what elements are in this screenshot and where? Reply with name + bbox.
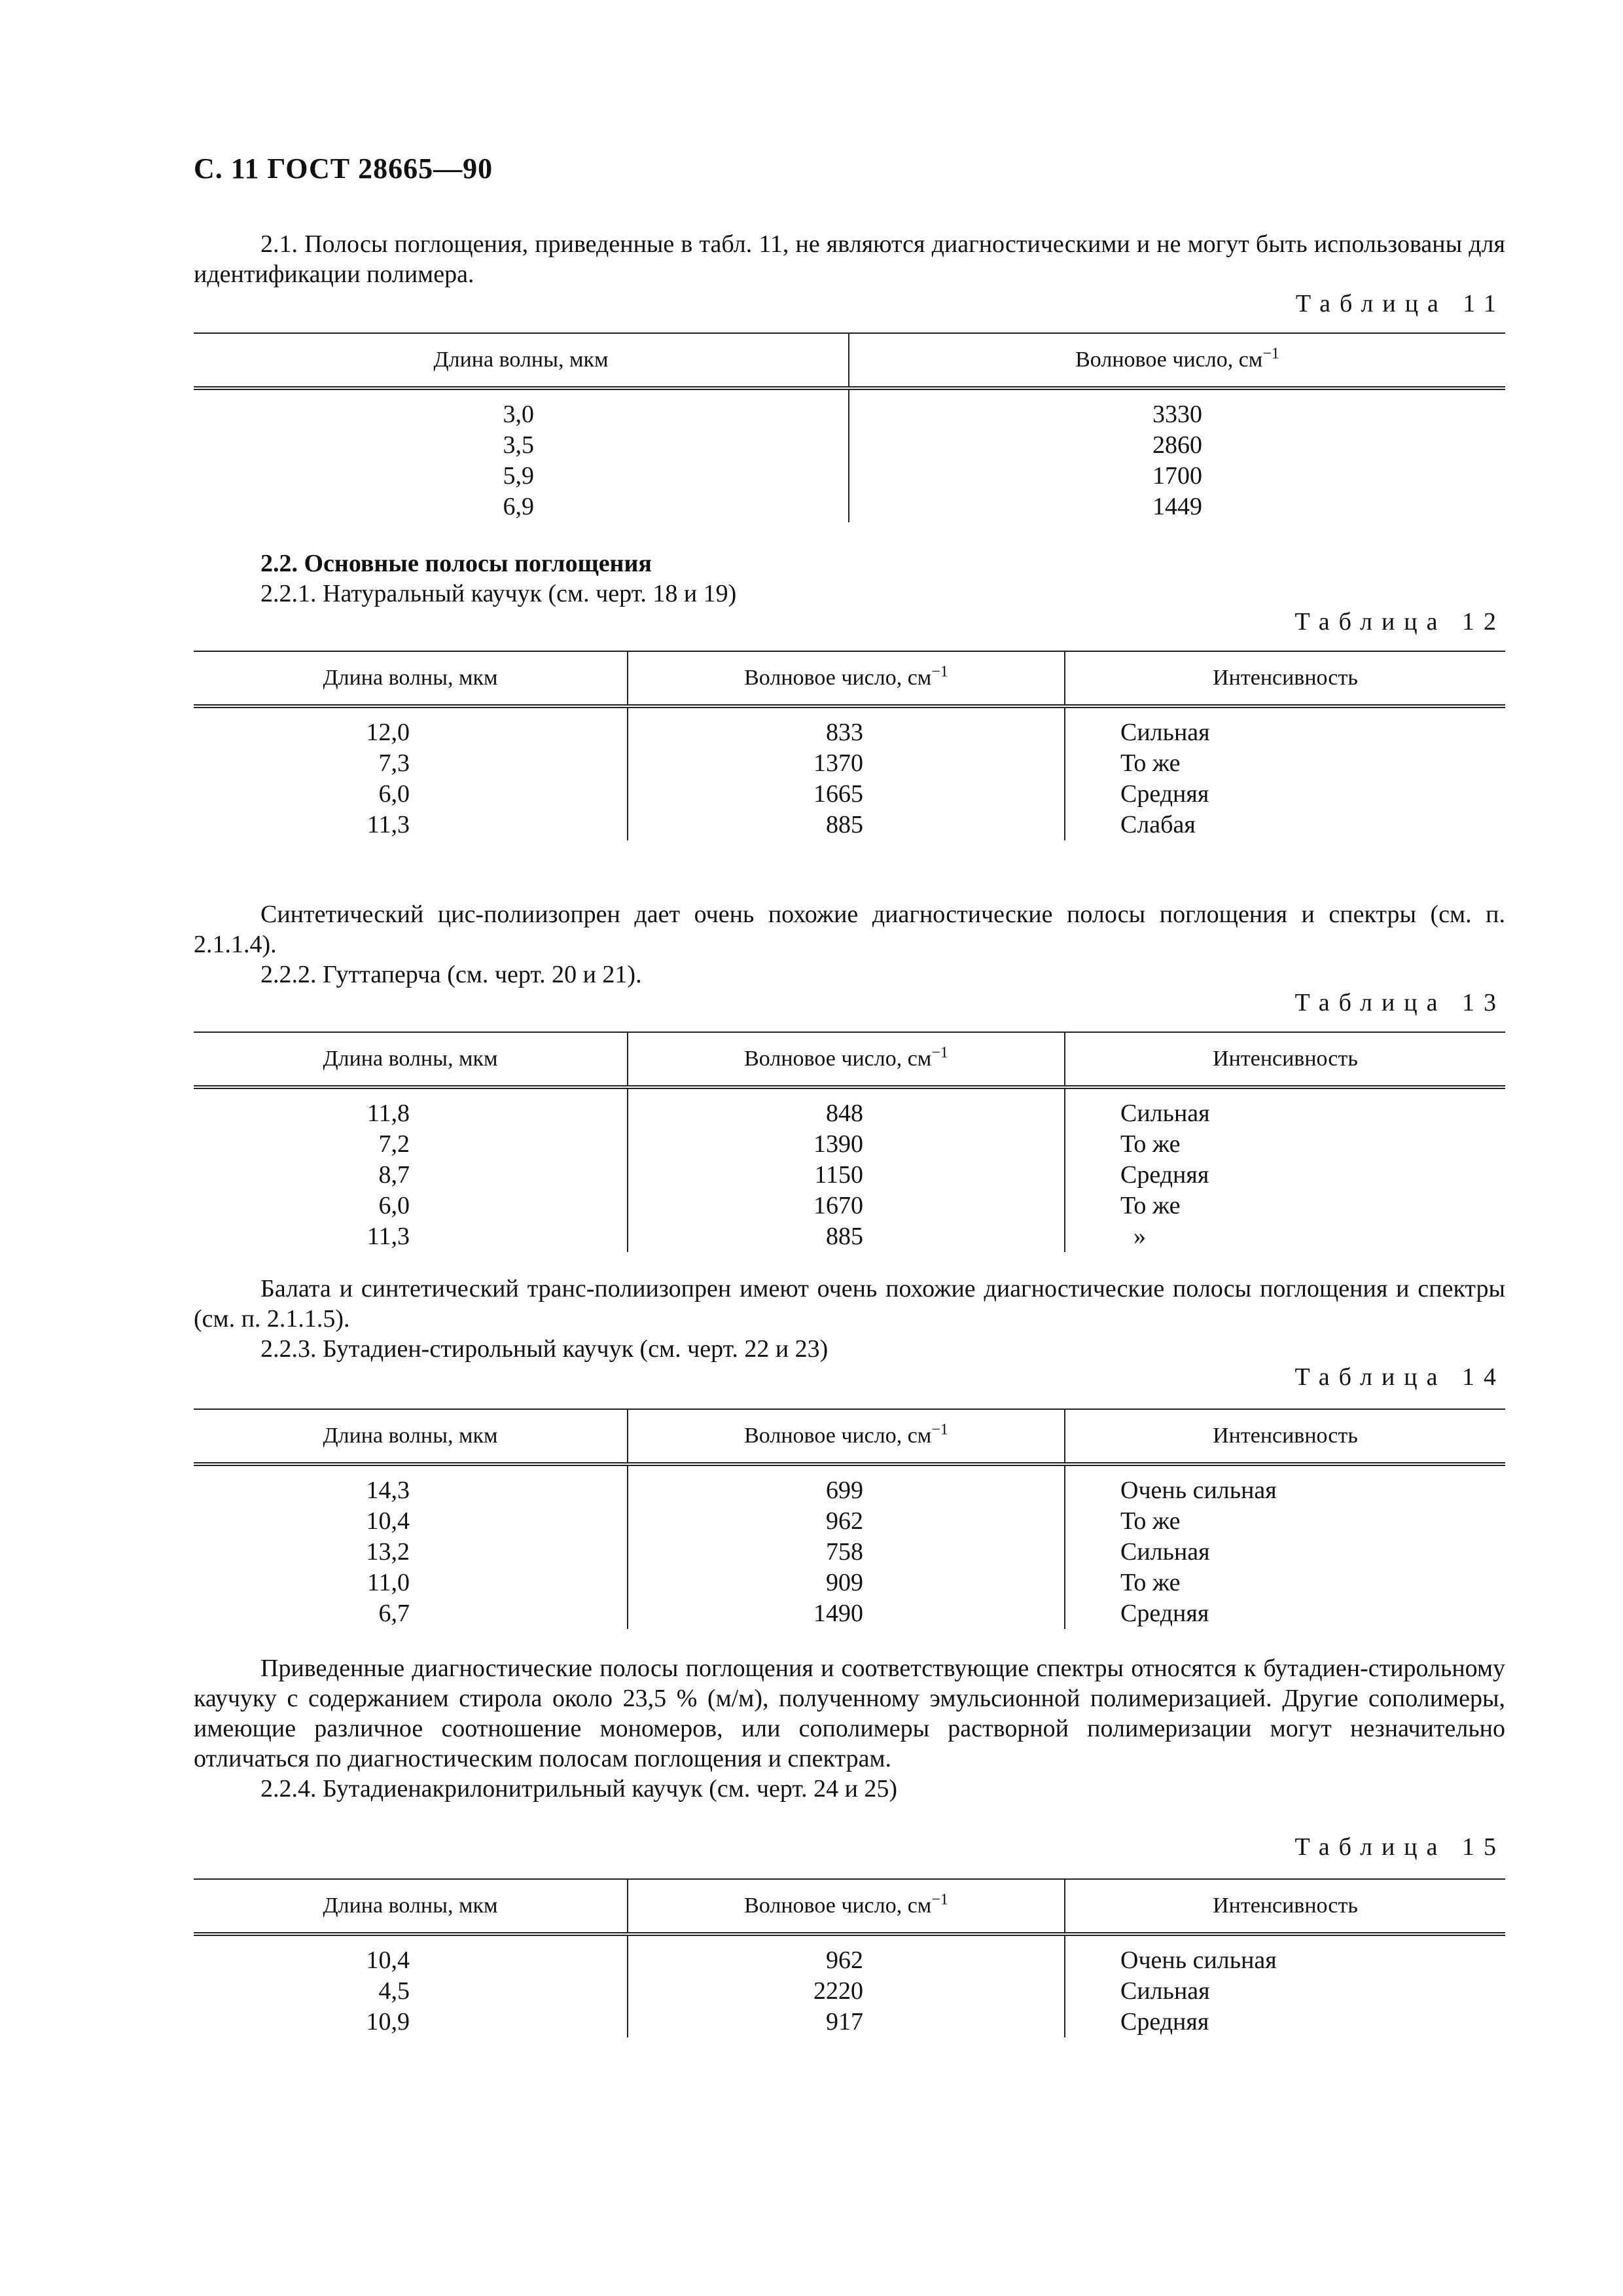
paragraph-2-1: 2.1. Полосы поглощения, приведенные в табл. 11, не являются диагностическими и не могут быть использованы для идентификации полимера. [194, 230, 1505, 288]
table-row: 7,2 1390 То же [194, 1129, 1505, 1160]
table-row: 3,5 2860 [194, 430, 1505, 461]
section-2-2-4-heading: 2.2.4. Бутадиенакрилонитрильный каучук (см. черт. 24 и 25) [260, 1775, 898, 1803]
table-13-header-wavenumber: Волновое число, $см^{-1}$ [628, 1032, 1065, 1087]
page-header: С. 11 ГОСТ 28665—90 [194, 152, 493, 185]
paragraph-synthetic-polyisoprene: Синтетический цис-полиизопрен дает очень похожие диагностические полосы поглощения и спектры (см. п. 2.1.1.4). [194, 901, 1505, 958]
table-row: 10,9 917 Средняя [194, 2007, 1505, 2037]
paragraph-balata: Балата и синтетический транс-полиизопрен имеют очень похожие диагностические полосы поглощения и спектры (см. п. 2.1.1.5). [194, 1275, 1505, 1333]
table-15-header-intensity: Интенсивность [1065, 1879, 1505, 1934]
table-14-header-wavelength: Длина волны, мкм [194, 1409, 628, 1464]
table-13 [194, 1031, 1505, 1252]
table-15 [194, 1878, 1505, 2037]
table-row: 10,4 962 То же [194, 1506, 1505, 1537]
table-15-caption: Таблица 15 [1294, 1833, 1505, 1861]
table-row: 5,9 1700 [194, 461, 1505, 492]
section-2-2-2-heading: 2.2.2. Гуттаперча (см. черт. 20 и 21). [260, 961, 642, 988]
table-row: 7,3 1370 То же [194, 748, 1505, 779]
table-11-header-wavenumber: Волновое число, $см^{-1}$ [849, 333, 1505, 388]
table-row: 11,3 885 Слабая [194, 810, 1505, 840]
table-row: 13,2 758 Сильная [194, 1537, 1505, 1568]
table-13-header-intensity: Интенсивность [1065, 1032, 1505, 1087]
table-13-header-wavelength: Длина волны, мкм [194, 1032, 628, 1087]
table-14 [194, 1408, 1505, 1629]
table-12 [194, 651, 1505, 840]
table-row: 8,7 1150 Средняя [194, 1160, 1505, 1191]
table-row: 14,3 699 Очень сильная [194, 1464, 1505, 1506]
table-row: 6,0 1670 То же [194, 1191, 1505, 1221]
table-row: 4,5 2220 Сильная [194, 1976, 1505, 2007]
section-2-2-1-heading: 2.2.1. Натуральный каучук (см. черт. 18 и 19) [260, 580, 737, 607]
table-14-header-wavenumber: Волновое число, $см^{-1}$ [628, 1409, 1065, 1464]
table-row: 11,0 909 То же [194, 1568, 1505, 1598]
table-row: 12,0 833 Сильная [194, 706, 1505, 748]
table-12-header-wavenumber: Волновое число, $см^{-1}$ [628, 651, 1065, 706]
table-row: 11,8 848 Сильная [194, 1087, 1505, 1129]
table-13-caption: Таблица 13 [1294, 989, 1505, 1016]
table-row: 10,4 962 Очень сильная [194, 1934, 1505, 1976]
table-row: 6,0 1665 Средняя [194, 779, 1505, 810]
table-row: 3,0 3330 [194, 388, 1505, 430]
paragraph-sbr: Приведенные диагностические полосы поглощения и соответствующие спектры относятся к бутадиен-стирольному каучуку с содержанием стирола около 23,5 % (м/м), полученному эмульсионной полимеризацией. Другие сополимеры, имеющие различное соотношение мономеров, или сополимеры растворной полимеризации могут незначительно отличаться по диагностическим полосам поглощения и спектрам. [194, 1655, 1505, 1772]
table-11-header-wavelength: Длина волны, мкм [194, 333, 849, 388]
table-row: 6,7 1490 Средняя [194, 1598, 1505, 1629]
table-14-header-intensity: Интенсивность [1065, 1409, 1505, 1464]
table-15-header-wavenumber: Волновое число, $см^{-1}$ [628, 1879, 1065, 1934]
table-12-header-intensity: Интенсивность [1065, 651, 1505, 706]
table-row: 6,9 1449 [194, 492, 1505, 522]
table-12-header-wavelength: Длина волны, мкм [194, 651, 628, 706]
section-2-2-3-heading: 2.2.3. Бутадиен-стирольный каучук (см. черт. 22 и 23) [260, 1335, 829, 1363]
table-11-caption: Таблица 11 [1295, 290, 1505, 317]
table-15-header-wavelength: Длина волны, мкм [194, 1879, 628, 1934]
table-12-caption: Таблица 12 [1294, 608, 1505, 636]
table-11 [194, 332, 1505, 522]
section-2-2-heading: 2.2. Основные полосы поглощения [260, 550, 652, 577]
table-14-caption: Таблица 14 [1294, 1363, 1505, 1391]
table-row: 11,3 885 » [194, 1221, 1505, 1252]
